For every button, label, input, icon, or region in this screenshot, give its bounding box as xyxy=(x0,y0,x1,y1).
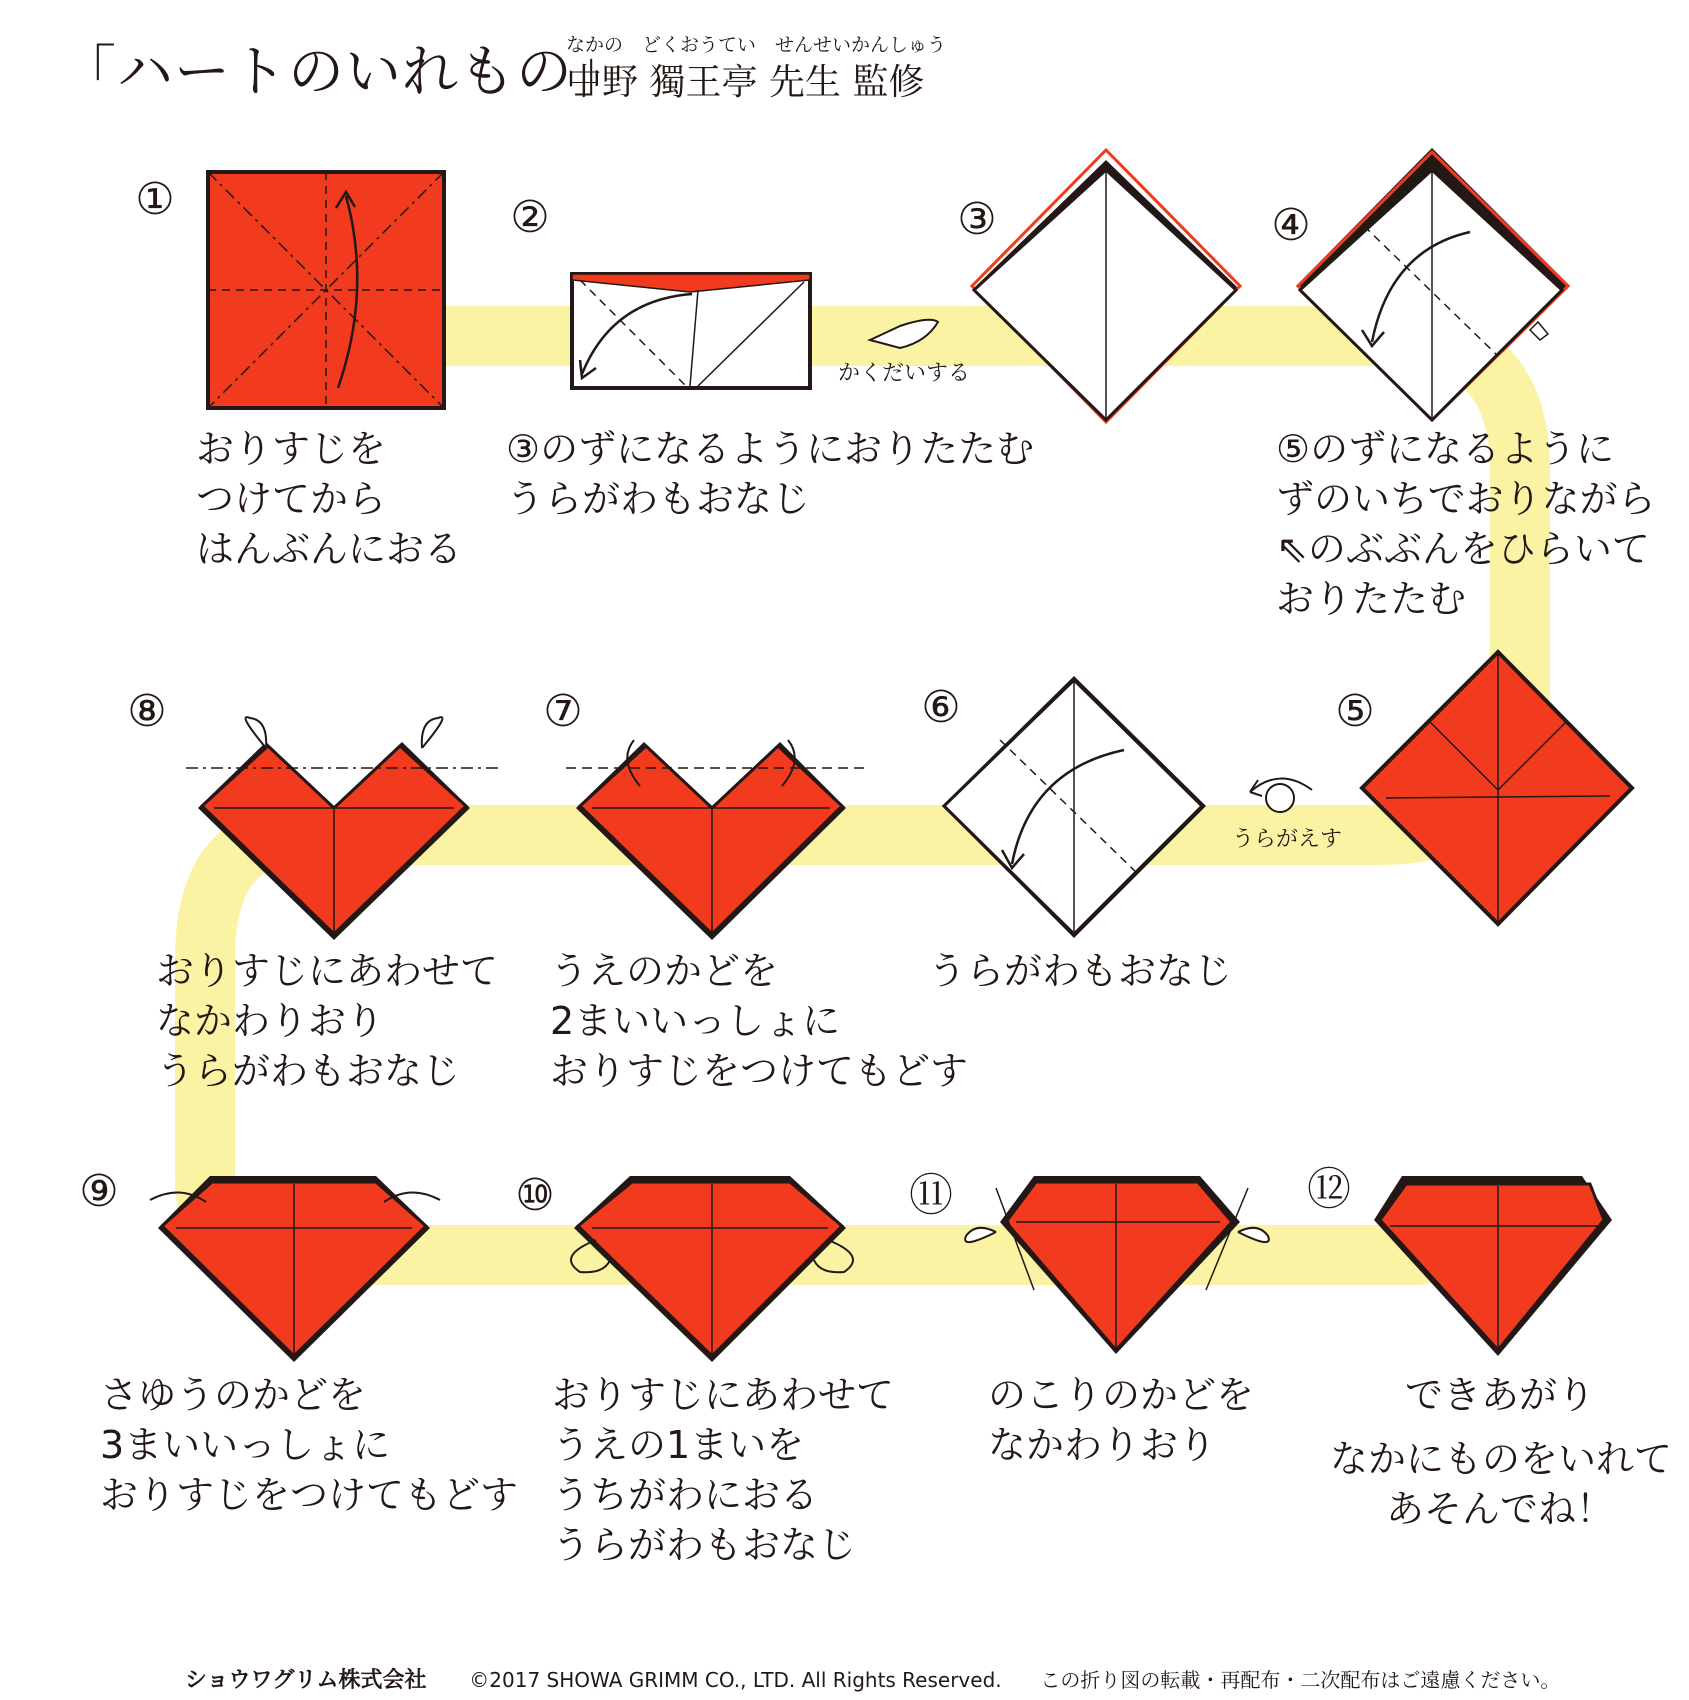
instruction-line: おりすじにあわせて xyxy=(552,1373,895,1417)
instruction-line: 2まいいっしょに xyxy=(550,999,841,1043)
instruction-line: はんぶんにおる xyxy=(196,527,463,571)
step1-figure xyxy=(208,172,444,408)
step2-figure xyxy=(572,274,810,388)
supervisor-credit: 中野 獨王亭 先生 監修 xyxy=(566,62,925,103)
instruction-line: ⇖のぶぶんをひらいて xyxy=(1276,527,1650,571)
footer xyxy=(185,1663,1560,1694)
instruction-line: さゆうのかどを xyxy=(100,1373,367,1417)
instruction-line: おりたたむ xyxy=(1276,577,1467,621)
step-number: ⑨ xyxy=(79,1166,119,1217)
supervisor-ruby: なかの どくおうてい せんせいかんしゅう xyxy=(566,34,947,56)
step11-instruction xyxy=(988,1370,1254,1470)
enlarge-label: かくだいする xyxy=(838,361,971,386)
step7-instruction xyxy=(550,946,968,1096)
instruction-line: おりすじを xyxy=(196,427,387,471)
page-title: 「ハートのいれもの」 xyxy=(60,40,630,105)
instruction-line: うえのかどを xyxy=(550,949,779,993)
instruction-line: おりすじをつけてもどす xyxy=(100,1473,519,1517)
step12-instruction xyxy=(1330,1370,1673,1534)
instruction-line: おりすじにあわせて xyxy=(156,949,499,993)
step5-figure xyxy=(1362,652,1632,924)
step-number: ⑥ xyxy=(921,682,961,733)
step-number: ③ xyxy=(957,194,997,245)
instruction-line: のこりのかどを xyxy=(988,1373,1255,1417)
instruction-line: うえの1まいを xyxy=(552,1423,805,1467)
step4-instruction xyxy=(1276,424,1656,624)
company-logo: ショウワグリム株式会社 xyxy=(185,1668,427,1693)
instruction-line: うらがわもおなじ xyxy=(506,477,811,521)
step-number: ⑩ xyxy=(515,1170,555,1221)
copyright: ©2017 SHOWA GRIMM CO., LTD. All Rights Reserved. xyxy=(469,1668,1002,1692)
instruction-line: なかわりおり xyxy=(988,1423,1217,1467)
flip-label: うらがえす xyxy=(1232,827,1343,852)
instruction-line: なかわりおり xyxy=(156,999,385,1043)
instruction-line: うらがわもおなじ xyxy=(928,949,1233,993)
instruction-line: うちがわにおる xyxy=(552,1473,819,1517)
step-number: ⑦ xyxy=(543,686,583,737)
step6-instruction xyxy=(928,946,1232,996)
instruction-line: うらがわもおなじ xyxy=(552,1523,857,1567)
step2-instruction xyxy=(506,424,1034,524)
step-number: ⑧ xyxy=(127,686,167,737)
step-number: ⑪ xyxy=(909,1170,953,1221)
instruction-line: あそんでね！ xyxy=(1385,1487,1614,1531)
step-number: ① xyxy=(135,174,175,225)
step8-instruction xyxy=(156,946,498,1096)
instruction-line: ずのいちでおりながら xyxy=(1276,477,1656,521)
step-number: ⑤ xyxy=(1335,686,1375,737)
step9-instruction xyxy=(100,1370,518,1520)
instruction-line: ③のずになるようにおりたたむ xyxy=(506,427,1035,471)
step3-figure xyxy=(972,150,1240,422)
step-number: ⑫ xyxy=(1307,1164,1351,1215)
instruction-line: なかにものをいれて xyxy=(1330,1437,1673,1481)
step6-figure xyxy=(942,676,1206,938)
step-number: ② xyxy=(510,192,550,243)
instruction-line: ⑤のずになるように xyxy=(1276,427,1615,471)
instruction-line: できあがり xyxy=(1404,1373,1595,1417)
instruction-line: おりすじをつけてもどす xyxy=(550,1049,969,1093)
reprint-notice: この折り図の転載・再配布・二次配布はご遠慮ください。 xyxy=(1040,1668,1561,1692)
instruction-line: つけてから xyxy=(196,477,387,521)
step10-instruction xyxy=(552,1370,894,1570)
instruction-line: 3まいいっしょに xyxy=(100,1423,391,1467)
instruction-line: うらがわもおなじ xyxy=(156,1049,461,1093)
step1-instruction xyxy=(196,424,462,574)
step-number: ④ xyxy=(1271,200,1311,251)
